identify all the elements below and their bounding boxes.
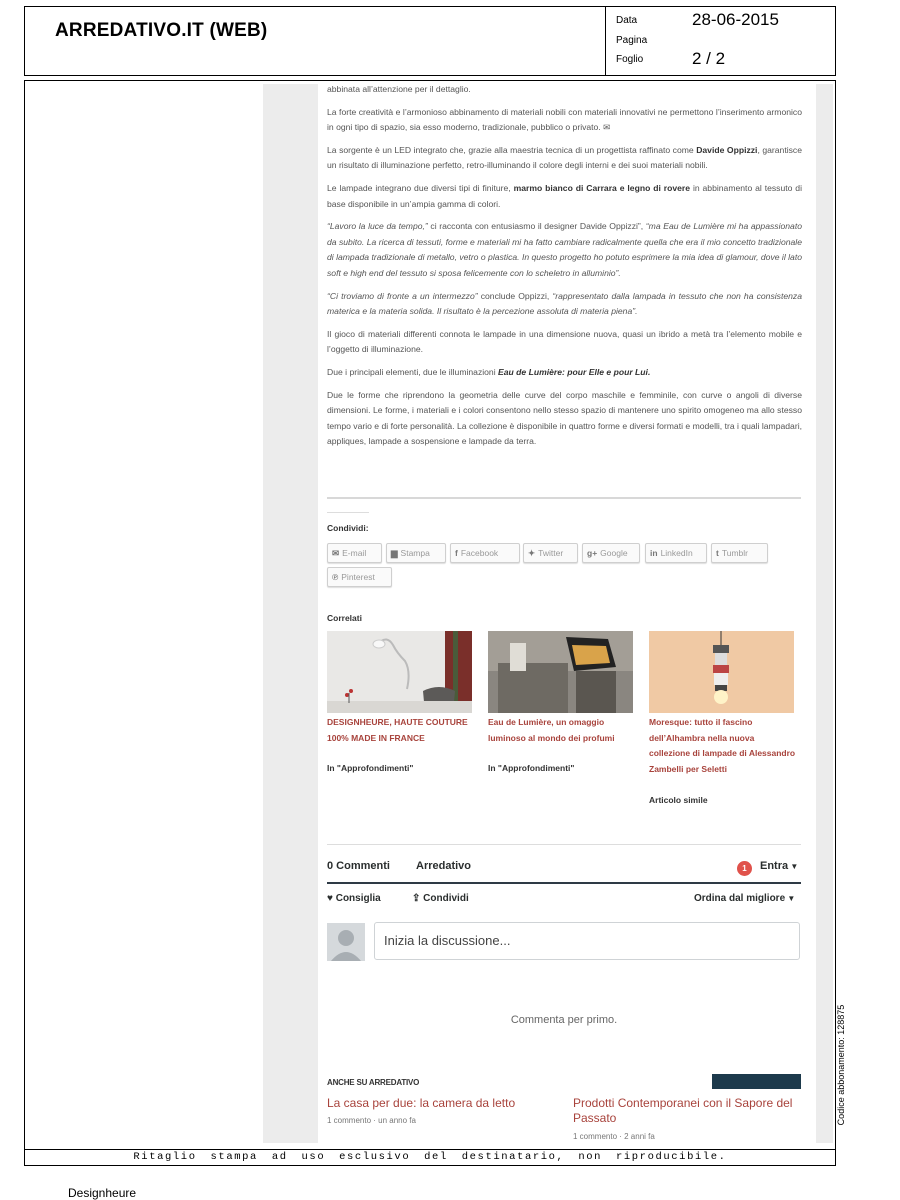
tab-underline <box>327 882 801 884</box>
related-category: In "Approfondimenti" <box>488 763 575 773</box>
related-title: Correlati <box>327 613 362 623</box>
paragraph: La sorgente è un LED integrato che, grazie alla maestria tecnica di un progettista raffinato come Davide Oppizzi, garantisce un risultato di illuminazione perfetto, retro-illuminando il colore degli interni e dei suoi materiali nobili. <box>327 144 802 171</box>
related-thumbnail[interactable] <box>649 631 794 713</box>
paragraph: Le lampade integrano due diversi tipi di finiture, marmo bianco di Carrara e legno di rovere in abbinamento al tessuto di base disponibile in un’ampia gamma di colori. <box>327 182 803 209</box>
footer-notice: Ritaglio stampa ad uso esclusivo del destinatario, non riproducibile. <box>24 1149 836 1166</box>
divider <box>327 512 369 513</box>
caption: Designheure <box>68 1186 137 1200</box>
share-print-button[interactable]: ▆ Stampa <box>386 543 446 563</box>
share-pinterest-button[interactable]: ℗ Pinterest <box>327 567 392 587</box>
also-on-link[interactable]: La casa per due: la camera da letto <box>327 1096 516 1110</box>
pinterest-icon: ℗ <box>332 572 339 582</box>
share-thread-button[interactable]: ⇪ Condividi <box>412 893 469 904</box>
related-thumbnail[interactable] <box>327 631 472 713</box>
lamp-photo-1 <box>327 631 472 713</box>
related-link[interactable]: Moresque: tutto il fascino dell’Alhambra nella nuova collezione di lampade di Alessandro Zambelli per Seletti <box>649 717 796 774</box>
linkedin-icon: in <box>650 548 658 558</box>
facebook-icon: f <box>455 548 458 558</box>
also-on-button[interactable] <box>712 1074 801 1089</box>
publication-name: ARREDATIVO.IT (WEB) <box>55 20 268 41</box>
sheet-value: 2 / 2 <box>692 49 726 68</box>
share-facebook-button[interactable]: f Facebook <box>450 543 520 563</box>
also-on-title: ANCHE SU ARREDATIVO <box>327 1078 420 1087</box>
paragraph: Due i principali elementi, due le illuminazioni Eau de Lumière: pour Elle e pour Lui. <box>327 366 651 377</box>
chevron-down-icon: ▼ <box>788 862 799 871</box>
paragraph: “Ci troviamo di fronte a un intermezzo” conclude Oppizzi, “rappresentato dalla lampada in tessuto che non ha consistenza materica e la materia solida. Il risultato è la percezione assoluta di materia piena”. <box>327 290 802 317</box>
subscription-code: Codice abbonamento: 128875 <box>836 1004 846 1126</box>
date-label: Data <box>616 15 638 26</box>
divider <box>327 497 801 499</box>
notification-badge[interactable]: 1 <box>737 861 752 876</box>
related-link[interactable]: Eau de Lumière, un omaggio luminoso al mondo dei profumi <box>488 717 615 743</box>
clipping-header <box>24 6 836 76</box>
related-thumbnail[interactable] <box>488 631 633 713</box>
share-linkedin-button[interactable]: in LinkedIn <box>645 543 707 563</box>
paragraph: Il gioco di materiali differenti connota le lampade in una dimensione nuova, quasi un ibrido a metà tra l’elemento mobile e l’oggetto di illuminazione. <box>327 328 802 355</box>
share-email-button[interactable]: ✉ E-mail <box>327 543 382 563</box>
email-icon: ✉ <box>332 548 340 558</box>
printer-icon: ▆ <box>391 548 398 558</box>
lamp-photo-2 <box>488 631 633 713</box>
sheet-label: Foglio <box>616 54 644 65</box>
also-on-link[interactable]: Prodotti Contemporanei con il Sapore del Passato <box>573 1096 793 1125</box>
avatar <box>327 923 365 961</box>
share-google-button[interactable]: g+ Google <box>582 543 640 563</box>
empty-comments-message: Commenta per primo. <box>510 1014 618 1026</box>
share-icon: ⇪ <box>412 893 421 904</box>
share-twitter-button[interactable]: ✦ Twitter <box>523 543 578 563</box>
user-icon <box>327 923 365 961</box>
divider <box>327 844 801 845</box>
related-category: In "Approfondimenti" <box>327 763 414 773</box>
date-value: 28-06-2015 <box>692 10 779 29</box>
comment-input[interactable]: Inizia la discussione... <box>374 922 800 960</box>
paragraph: “Lavoro la luce da tempo,” ci racconta con entusiasmo il designer Davide Oppizzi”, “ma Eau de Lumière mi ha appassionato da subito. La ricerca di tessuti, forme e materiali mi ha fatto cambiare radicalmente quella che era il mio concetto tradizionale di lampada tradizionale di metallo, vetro o plastica. In questo progetto ho potuto esprimere la mia idea di glamour, dove il lato soft e high end del tessuto si sposa felicemente con lo scheletro in alluminio”. <box>327 221 802 278</box>
tab-comments[interactable]: 0 Commenti <box>327 860 390 872</box>
header-meta-box <box>605 7 837 75</box>
twitter-icon: ✦ <box>528 548 536 558</box>
recommend-button[interactable]: ♥ Consiglia <box>327 893 381 904</box>
related-link[interactable]: DESIGNHEURE, HAUTE COUTURE 100% MADE IN FRANCE <box>327 717 468 743</box>
share-title: Condividi: <box>327 523 369 533</box>
paragraph: Due le forme che riprendono la geometria delle curve del corpo maschile e femminile, con curve o angoli di diverse dimensioni. Le forme, i materiali e i colori consentono nello stesso spazio di mantenere uno spirito omogeneo ma allo stesso tempo vario e di forte personalità. La collezione è disponibile in quattro forme e diversi formati e modelli, tra i quali lampadari, appliques, lampade a sospensione e lampade da terra. <box>327 389 802 447</box>
lamp-photo-3 <box>649 631 794 713</box>
article-body <box>327 84 802 457</box>
also-on-meta: 1 commento · un anno fa <box>327 1116 416 1125</box>
paragraph: La forte creatività e l’armonioso abbinamento di materiali nobili con materiali innovativi ne permettono l’inserimento armonico in ogni tipo di spazio, sia esso moderno, tradizionale, pubblico o privato. ✉ <box>327 106 802 133</box>
chevron-down-icon: ▼ <box>785 894 796 903</box>
also-on-meta: 1 commento · 2 anni fa <box>573 1132 655 1141</box>
sort-dropdown[interactable]: Ordina dal migliore ▼ <box>694 893 796 904</box>
tab-site[interactable]: Arredativo <box>416 860 472 872</box>
share-tumblr-button[interactable]: t Tumblr <box>711 543 768 563</box>
google-plus-icon: g+ <box>587 548 598 558</box>
login-menu[interactable]: Entra ▼ <box>760 860 799 872</box>
related-category: Articolo simile <box>649 795 708 805</box>
heart-icon: ♥ <box>327 893 333 904</box>
paragraph: abbinata all’attenzione per il dettaglio. <box>327 84 471 94</box>
tumblr-icon: t <box>716 548 719 558</box>
page-label: Pagina <box>616 35 648 46</box>
